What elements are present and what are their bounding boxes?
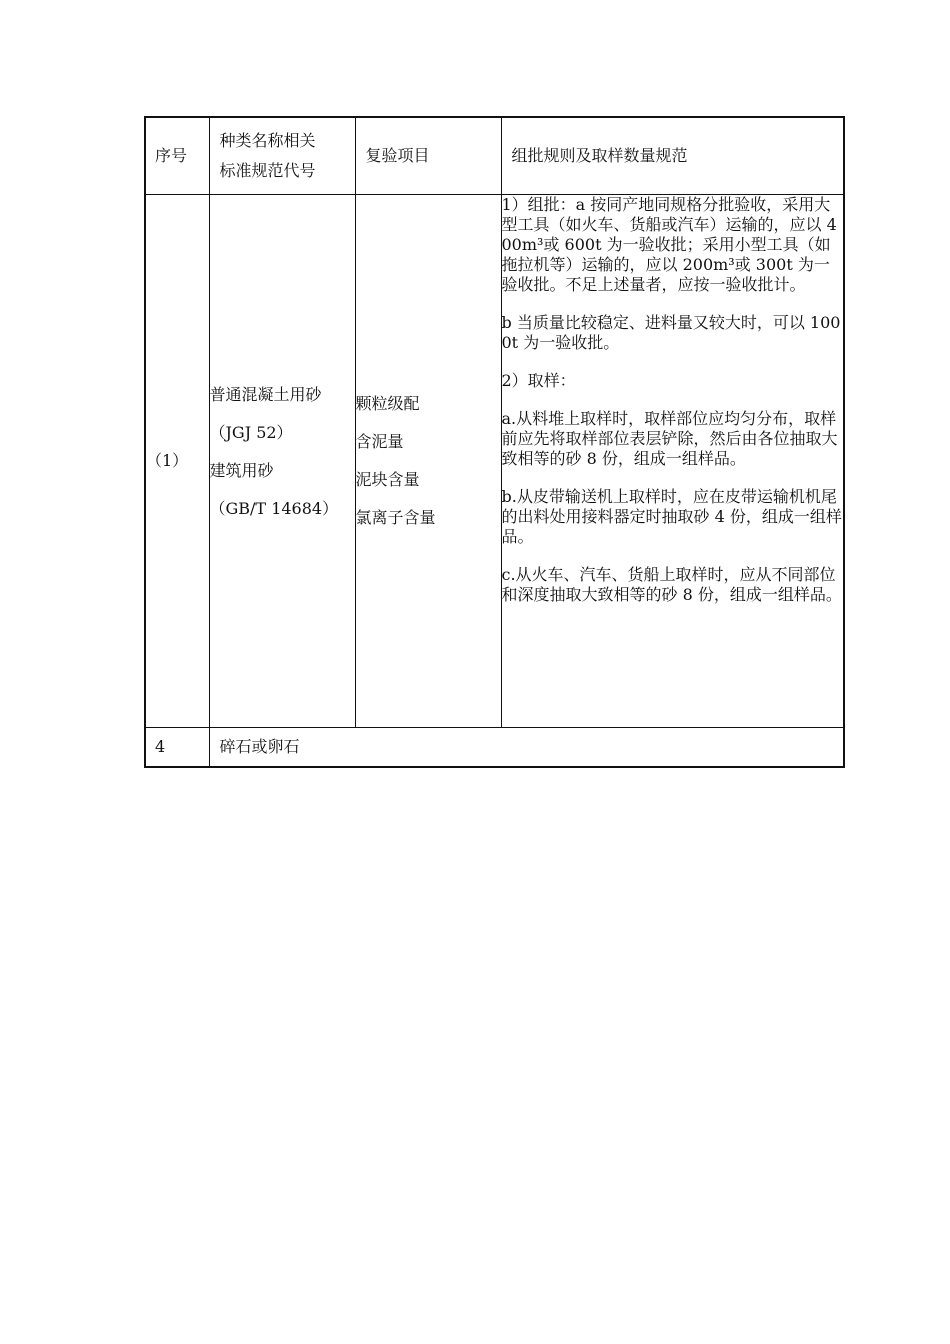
row1-seq: （1） xyxy=(145,195,209,728)
row2-name: 碎石或卵石 xyxy=(209,728,844,768)
row1-item-2: 泥块含量 xyxy=(355,470,420,489)
row1-items xyxy=(355,195,501,728)
rules-para-2: 2）取样： xyxy=(501,371,576,390)
table-row xyxy=(145,195,844,728)
row1-item-3: 氯离子含量 xyxy=(355,508,436,527)
row1-category-3: （GB/T 14684） xyxy=(209,499,339,518)
rules-para-0: 1）组批：a 按同产地同规格分批验收，采用大型工具（如火车、货船或汽车）运输的，应以 400m³或 600t 为一验收批；采用小型工具（如拖拉机等）运输的，应以 200m³或 300t 为一验收批。不足上述量者，应按一验收批计。 xyxy=(501,195,837,294)
row1-rules xyxy=(501,195,844,728)
row1-category-2: 建筑用砂 xyxy=(209,461,274,480)
row2-seq: 4 xyxy=(145,728,209,768)
header-recheck: 复验项目 xyxy=(355,117,501,195)
table-row xyxy=(145,728,844,768)
row1-category-1: （JGJ 52） xyxy=(209,423,293,442)
rules-para-4: b.从皮带输送机上取样时，应在皮带运输机机尾的出料处用接料器定时抽取砂 4 份，组成一组样品。 xyxy=(501,487,842,546)
header-row xyxy=(145,117,844,195)
header-seq: 序号 xyxy=(145,117,209,195)
header-rules: 组批规则及取样数量规范 xyxy=(501,117,844,195)
header-category-line2: 标准规范代号 xyxy=(219,161,316,180)
rules-para-3: a.从料堆上取样时，取样部位应均匀分布，取样前应先将取样部位表层铲除，然后由各位抽取大致相等的砂 8 份，组成一组样品。 xyxy=(501,409,838,468)
row1-category-0: 普通混凝土用砂 xyxy=(209,385,322,404)
header-category-line1: 种类名称相关 xyxy=(219,131,316,150)
row1-category xyxy=(209,195,355,728)
header-category xyxy=(209,117,355,195)
row1-item-0: 颗粒级配 xyxy=(355,394,420,413)
rules-para-1: b 当质量比较稳定、进料量又较大时，可以 1000t 为一验收批。 xyxy=(501,313,841,352)
rules-para-5: c.从火车、汽车、货船上取样时，应从不同部位和深度抽取大致相等的砂 8 份，组成一组样品。 xyxy=(501,565,842,604)
spec-table xyxy=(144,116,845,768)
row1-item-1: 含泥量 xyxy=(355,432,404,451)
